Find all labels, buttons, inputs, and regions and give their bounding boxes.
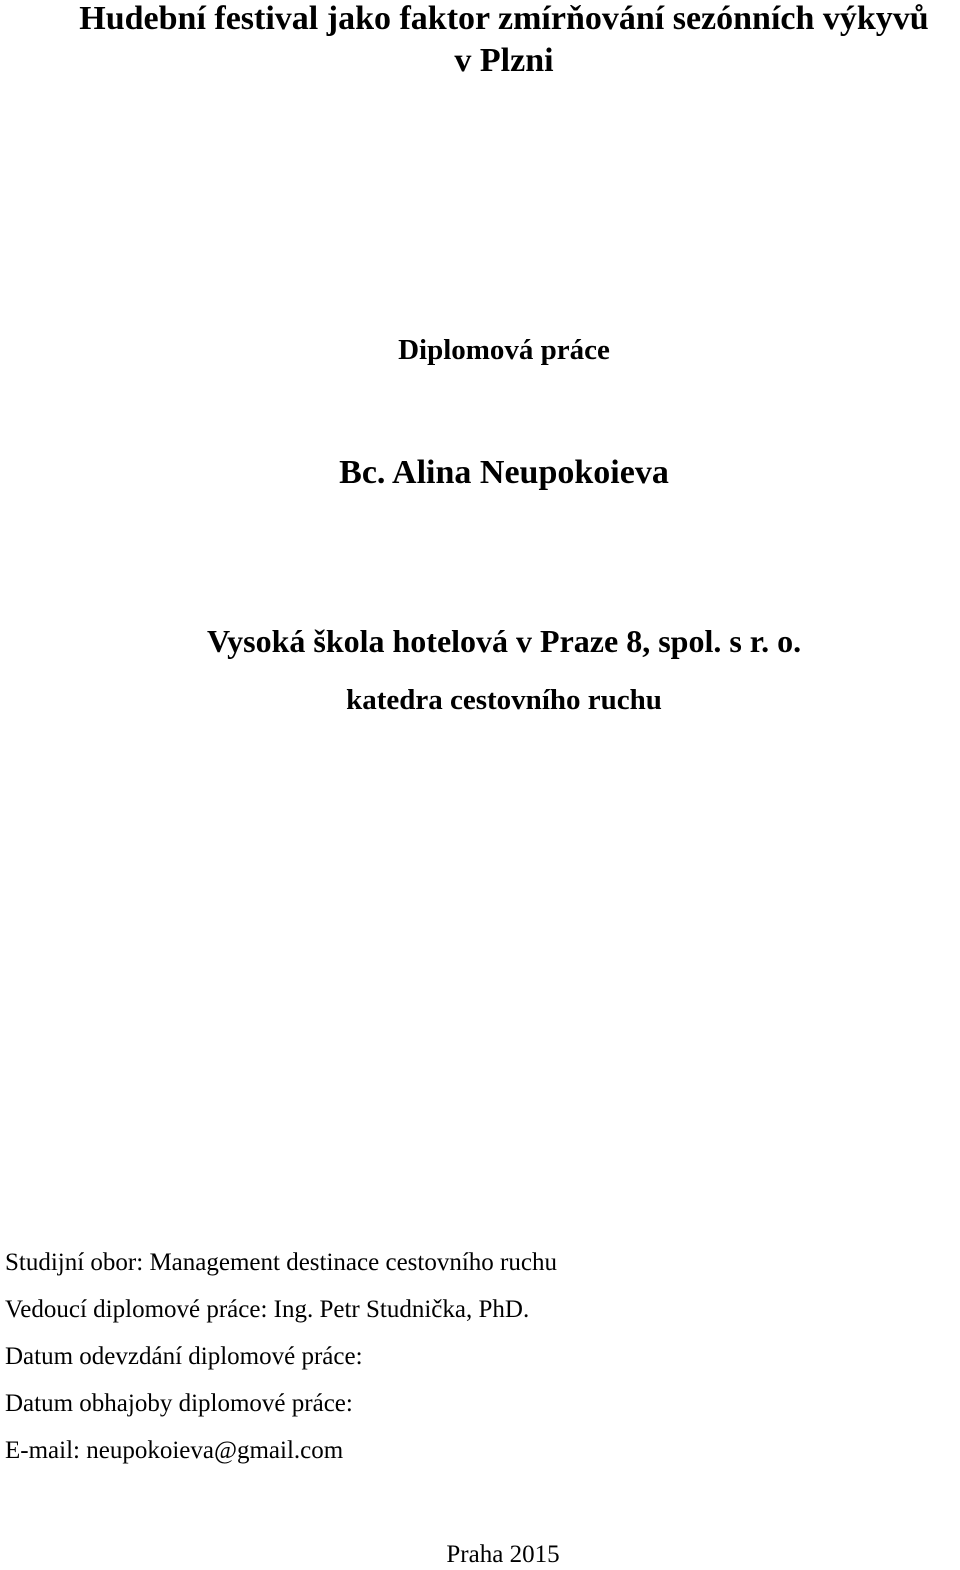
author-email: E-mail: neupokoieva@gmail.com xyxy=(5,1437,344,1464)
defense-date: Datum obhajoby diplomové práce: xyxy=(5,1390,353,1417)
supervisor: Vedoucí diplomové práce: Ing. Petr Studnička, PhD. xyxy=(5,1296,530,1323)
document-type: Diplomová práce xyxy=(398,334,610,366)
thesis-info-list xyxy=(5,1239,557,1474)
thesis-title-line-2: v Plzni xyxy=(454,42,554,79)
submission-date: Datum odevzdání diplomové práce: xyxy=(5,1343,363,1370)
place-and-year: Praha 2015 xyxy=(446,1541,560,1568)
thesis-title-line-1: Hudební festival jako faktor zmírňování sezónních výkyvů xyxy=(79,0,929,37)
school-name: Vysoká škola hotelová v Praze 8, spol. s r. o. xyxy=(206,623,802,659)
thesis-title xyxy=(0,0,960,82)
department-name: katedra cestovního ruchu xyxy=(346,684,662,716)
author-name: Bc. Alina Neupokoieva xyxy=(339,454,669,491)
field-of-study: Studijní obor: Management destinace cestovního ruchu xyxy=(5,1249,557,1276)
